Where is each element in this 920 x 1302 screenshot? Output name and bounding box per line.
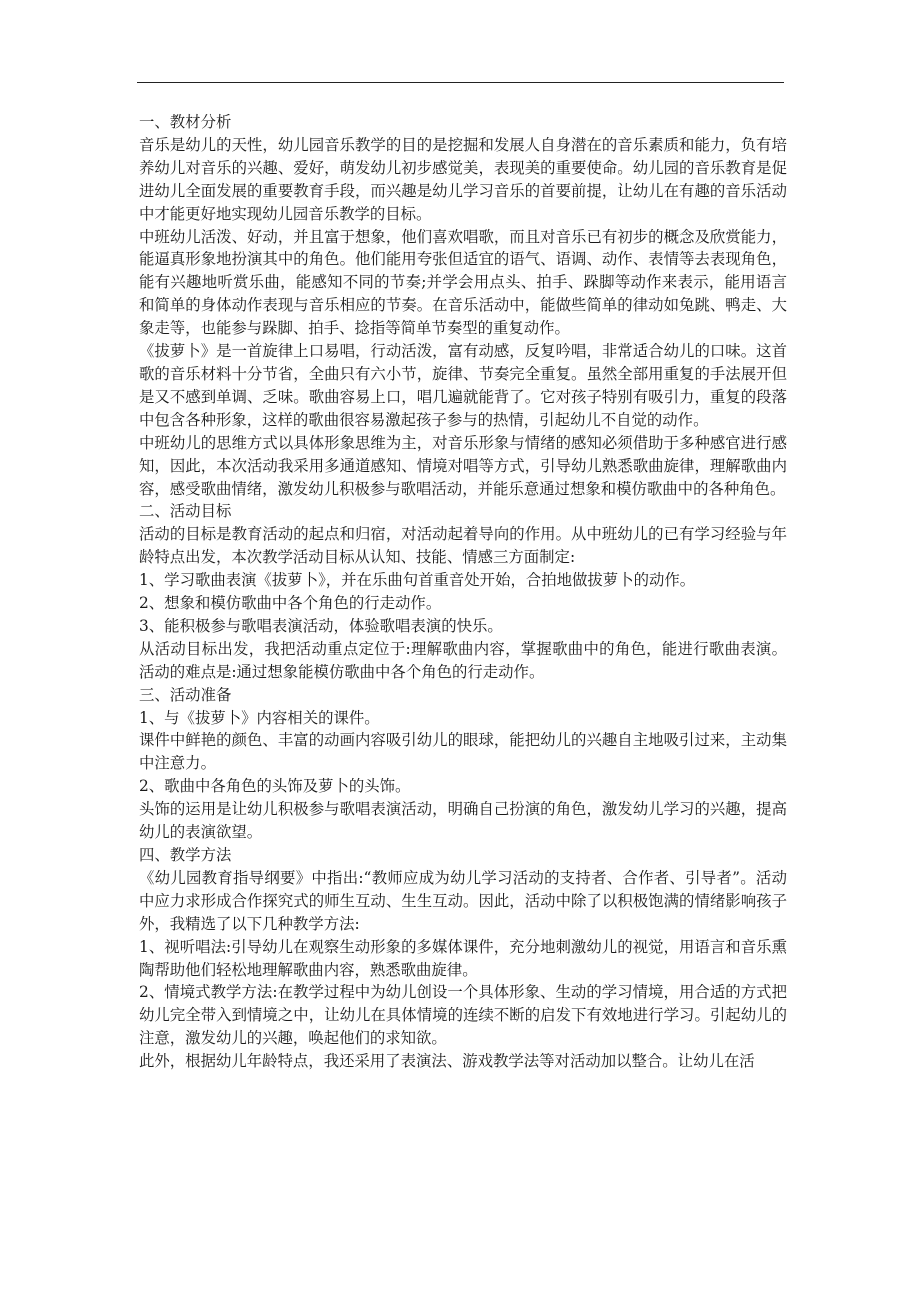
paragraph: 活动的目标是教育活动的起点和归宿，对活动起着导向的作用。从中班幼儿的已有学习经验与年龄特点出发，本次教学活动目标从认知、技能、情感三方面制定:: [139, 525, 787, 567]
paragraph: 课件中鲜艳的颜色、丰富的动画内容吸引幼儿的眼球，能把幼儿的兴趣自主地吸引过来，主动集中注意力。: [139, 731, 787, 773]
paragraph: 从活动目标出发，我把活动重点定位于:理解歌曲内容，掌握歌曲中的角色，能进行歌曲表演。活动的难点是:通过想象能模仿歌曲中各个角色的行走动作。: [139, 639, 787, 681]
paragraph: 中班幼儿活泼、好动，并且富于想象，他们喜欢唱歌，而且对音乐已有初步的概念及欣赏能力，能逼真形象地扮演其中的角色。他们能用夸张但适宜的语气、语调、动作、表情等去表现角色，能有兴趣地听赏乐曲，能感知不同的节奏;并学会用点头、拍手、跺脚等动作来表示，能用语言和简单的身体动作表现与音乐相应的节奏。在音乐活动中，能做些简单的律动如兔跳、鸭走、大象走等，也能参与跺脚、拍手、捻指等简单节奏型的重复动作。: [139, 227, 787, 338]
prep-item-2: 2、歌曲中各角色的头饰及萝卜的头饰。: [139, 777, 411, 796]
paragraph: 《拔萝卜》是一首旋律上口易唱，行动活泼，富有动感，反复吟唱，非常适合幼儿的口味。这首歌的音乐材料十分节省，全曲只有六小节，旋律、节奏完全重复。虽然全部用重复的手法展开但是又不感到单调、乏味。歌曲容易上口，唱几遍就能背了。它对孩子特别有吸引力，重复的段落中包含各种形象，这样的歌曲很容易激起孩子参与的热情，引起幼儿不自觉的动作。: [139, 342, 787, 429]
goal-item-3: 3、能积极参与歌唱表演活动，体验歌唱表演的快乐。: [139, 616, 503, 635]
goal-item-2: 2、想象和模仿歌曲中各个角色的行走动作。: [139, 594, 442, 613]
method-item-1: 1、视听唱法:引导幼儿在观察生动形象的多媒体课件，充分地刺激幼儿的视觉，用语言和音乐熏陶帮助他们轻松地理解歌曲内容，熟悉歌曲旋律。: [139, 937, 787, 979]
section-heading-3: 三、活动准备: [139, 685, 232, 704]
prep-item-1: 1、与《拔萝卜》内容相关的课件。: [139, 708, 380, 727]
section-heading-2: 二、活动目标: [139, 502, 232, 521]
document-body: [139, 111, 787, 1073]
paragraph: 头饰的运用是让幼儿积极参与歌唱表演活动，明确自己扮演的角色，激发幼儿学习的兴趣，提高幼儿的表演欲望。: [139, 800, 787, 842]
paragraph: 此外，根据幼儿年龄特点，我还采用了表演法、游戏教学法等对活动加以整合。让幼儿在活: [139, 1052, 755, 1071]
method-item-2: 2、情境式教学方法:在教学过程中为幼儿创设一个具体形象、生动的学习情境，用合适的方式把幼儿完全带入到情境之中，让幼儿在具体情境的连续不断的启发下有效地进行学习。引起幼儿的注意，激发幼儿的兴趣，唤起他们的求知欲。: [139, 983, 787, 1048]
header-rule: [137, 82, 784, 83]
goal-item-1: 1、学习歌曲表演《拔萝卜》，并在乐曲句首重音处开始，合拍地做拔萝卜的动作。: [139, 571, 696, 590]
paragraph: 中班幼儿的思维方式以具体形象思维为主，对音乐形象与情绪的感知必须借助于多种感官进行感知，因此，本次活动我采用多通道感知、情境对唱等方式，引导幼儿熟悉歌曲旋律，理解歌曲内容，感受歌曲情绪，激发幼儿积极参与歌唱活动，并能乐意通过想象和模仿歌曲中的各种角色。: [139, 433, 787, 498]
section-heading-1: 一、教材分析: [139, 113, 232, 131]
section-heading-4: 四、教学方法: [139, 846, 232, 864]
paragraph: 音乐是幼儿的天性，幼儿园音乐教学的目的是挖掘和发展人自身潜在的音乐素质和能力，负有培养幼儿对音乐的兴趣、爱好，萌发幼儿初步感觉美，表现美的重要使命。幼儿园的音乐教育是促进幼儿全面发展的重要教育手段，而兴趣是幼儿学习音乐的首要前提，让幼儿在有趣的音乐活动中才能更好地实现幼儿园音乐教学的目标。: [139, 135, 787, 223]
paragraph: 《幼儿园教育指导纲要》中指出:“教师应成为幼儿学习活动的支持者、合作者、引导者”。活动中应力求形成合作探究式的师生互动、生生互动。因此，活动中除了以积极饱满的情绪影响孩子外，我精选了以下几种教学方法:: [139, 868, 787, 933]
